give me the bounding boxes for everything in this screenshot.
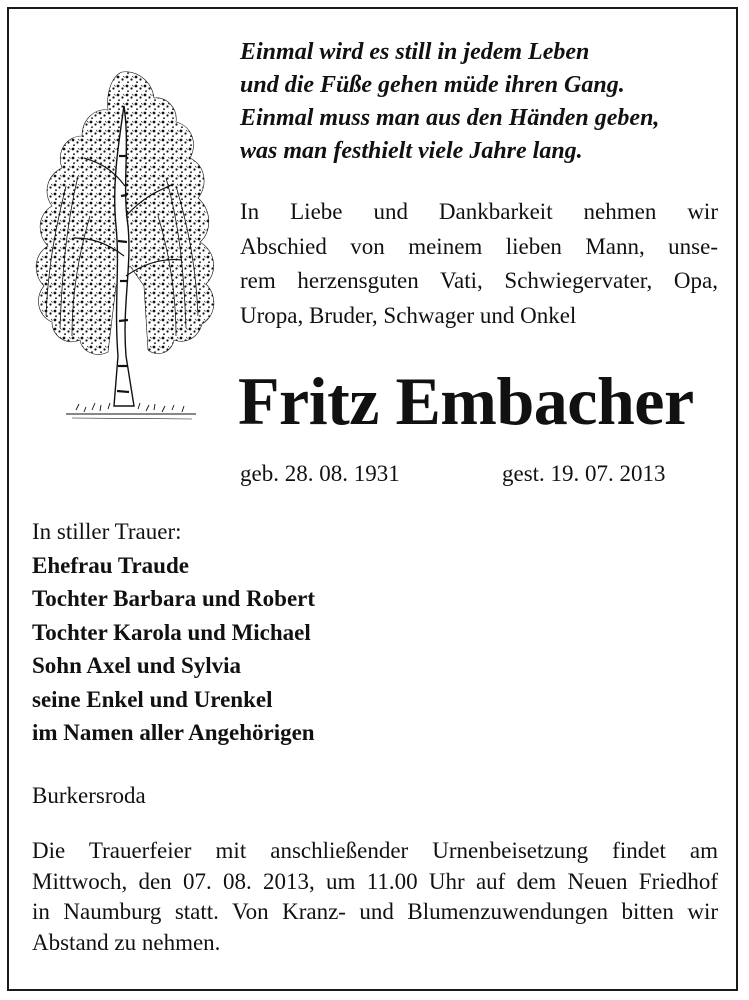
- death-date: gest. 19. 07. 2013: [502, 461, 666, 486]
- service-line: Abstand zu nehmen.: [32, 929, 221, 955]
- mourners-label: In stiller Trauer:: [32, 519, 182, 544]
- farewell-text: [240, 195, 718, 333]
- mourner-entry: Tochter Barbara und Robert: [32, 586, 316, 611]
- farewell-line: In Liebe und Dankbarkeit nehmen wir: [240, 199, 718, 224]
- farewell-line: Uropa, Bruder, Schwager und Onkel: [240, 302, 577, 328]
- farewell-line: rem herzensguten Vati, Schwiegervater, Opa,: [240, 268, 718, 293]
- farewell-line: Abschied von meinem lieben Mann, unse-: [240, 233, 718, 259]
- service-line: Die Trauerfeier mit anschließender Urnenbeisetzung findet am: [32, 838, 718, 863]
- birch-tree-icon: [26, 66, 226, 430]
- memorial-poem: [240, 36, 720, 168]
- service-line: in Naumburg statt. Von Kranz- und Blumenzuwendungen bitten wir: [32, 899, 718, 924]
- place-name: Burkersroda: [32, 783, 146, 808]
- poem-line: und die Füße gehen müde ihren Gang.: [240, 72, 625, 98]
- mourner-entry: Tochter Karola und Michael: [32, 619, 311, 645]
- mourner-entry: Ehefrau Traude: [32, 552, 189, 578]
- mourner-entry: Sohn Axel und Sylvia: [32, 653, 242, 678]
- service-line: Mittwoch, den 07. 08. 2013, um 11.00 Uhr auf dem Neuen Friedhof: [32, 868, 718, 894]
- mourner-entry: im Namen aller Angehörigen: [32, 720, 315, 745]
- birth-date: geb. 28. 08. 1931: [240, 461, 400, 486]
- funeral-service-info: [32, 836, 718, 958]
- poem-line: was man festhielt viele Jahre lang.: [240, 138, 583, 164]
- mourner-entry: seine Enkel und Urenkel: [32, 686, 273, 712]
- mourners-list: [32, 515, 315, 750]
- deceased-name: Fritz Embacher: [238, 363, 694, 439]
- life-dates: [240, 457, 700, 491]
- poem-line: Einmal wird es still in jedem Leben: [240, 39, 590, 65]
- poem-line: Einmal muss man aus den Händen geben,: [240, 105, 660, 131]
